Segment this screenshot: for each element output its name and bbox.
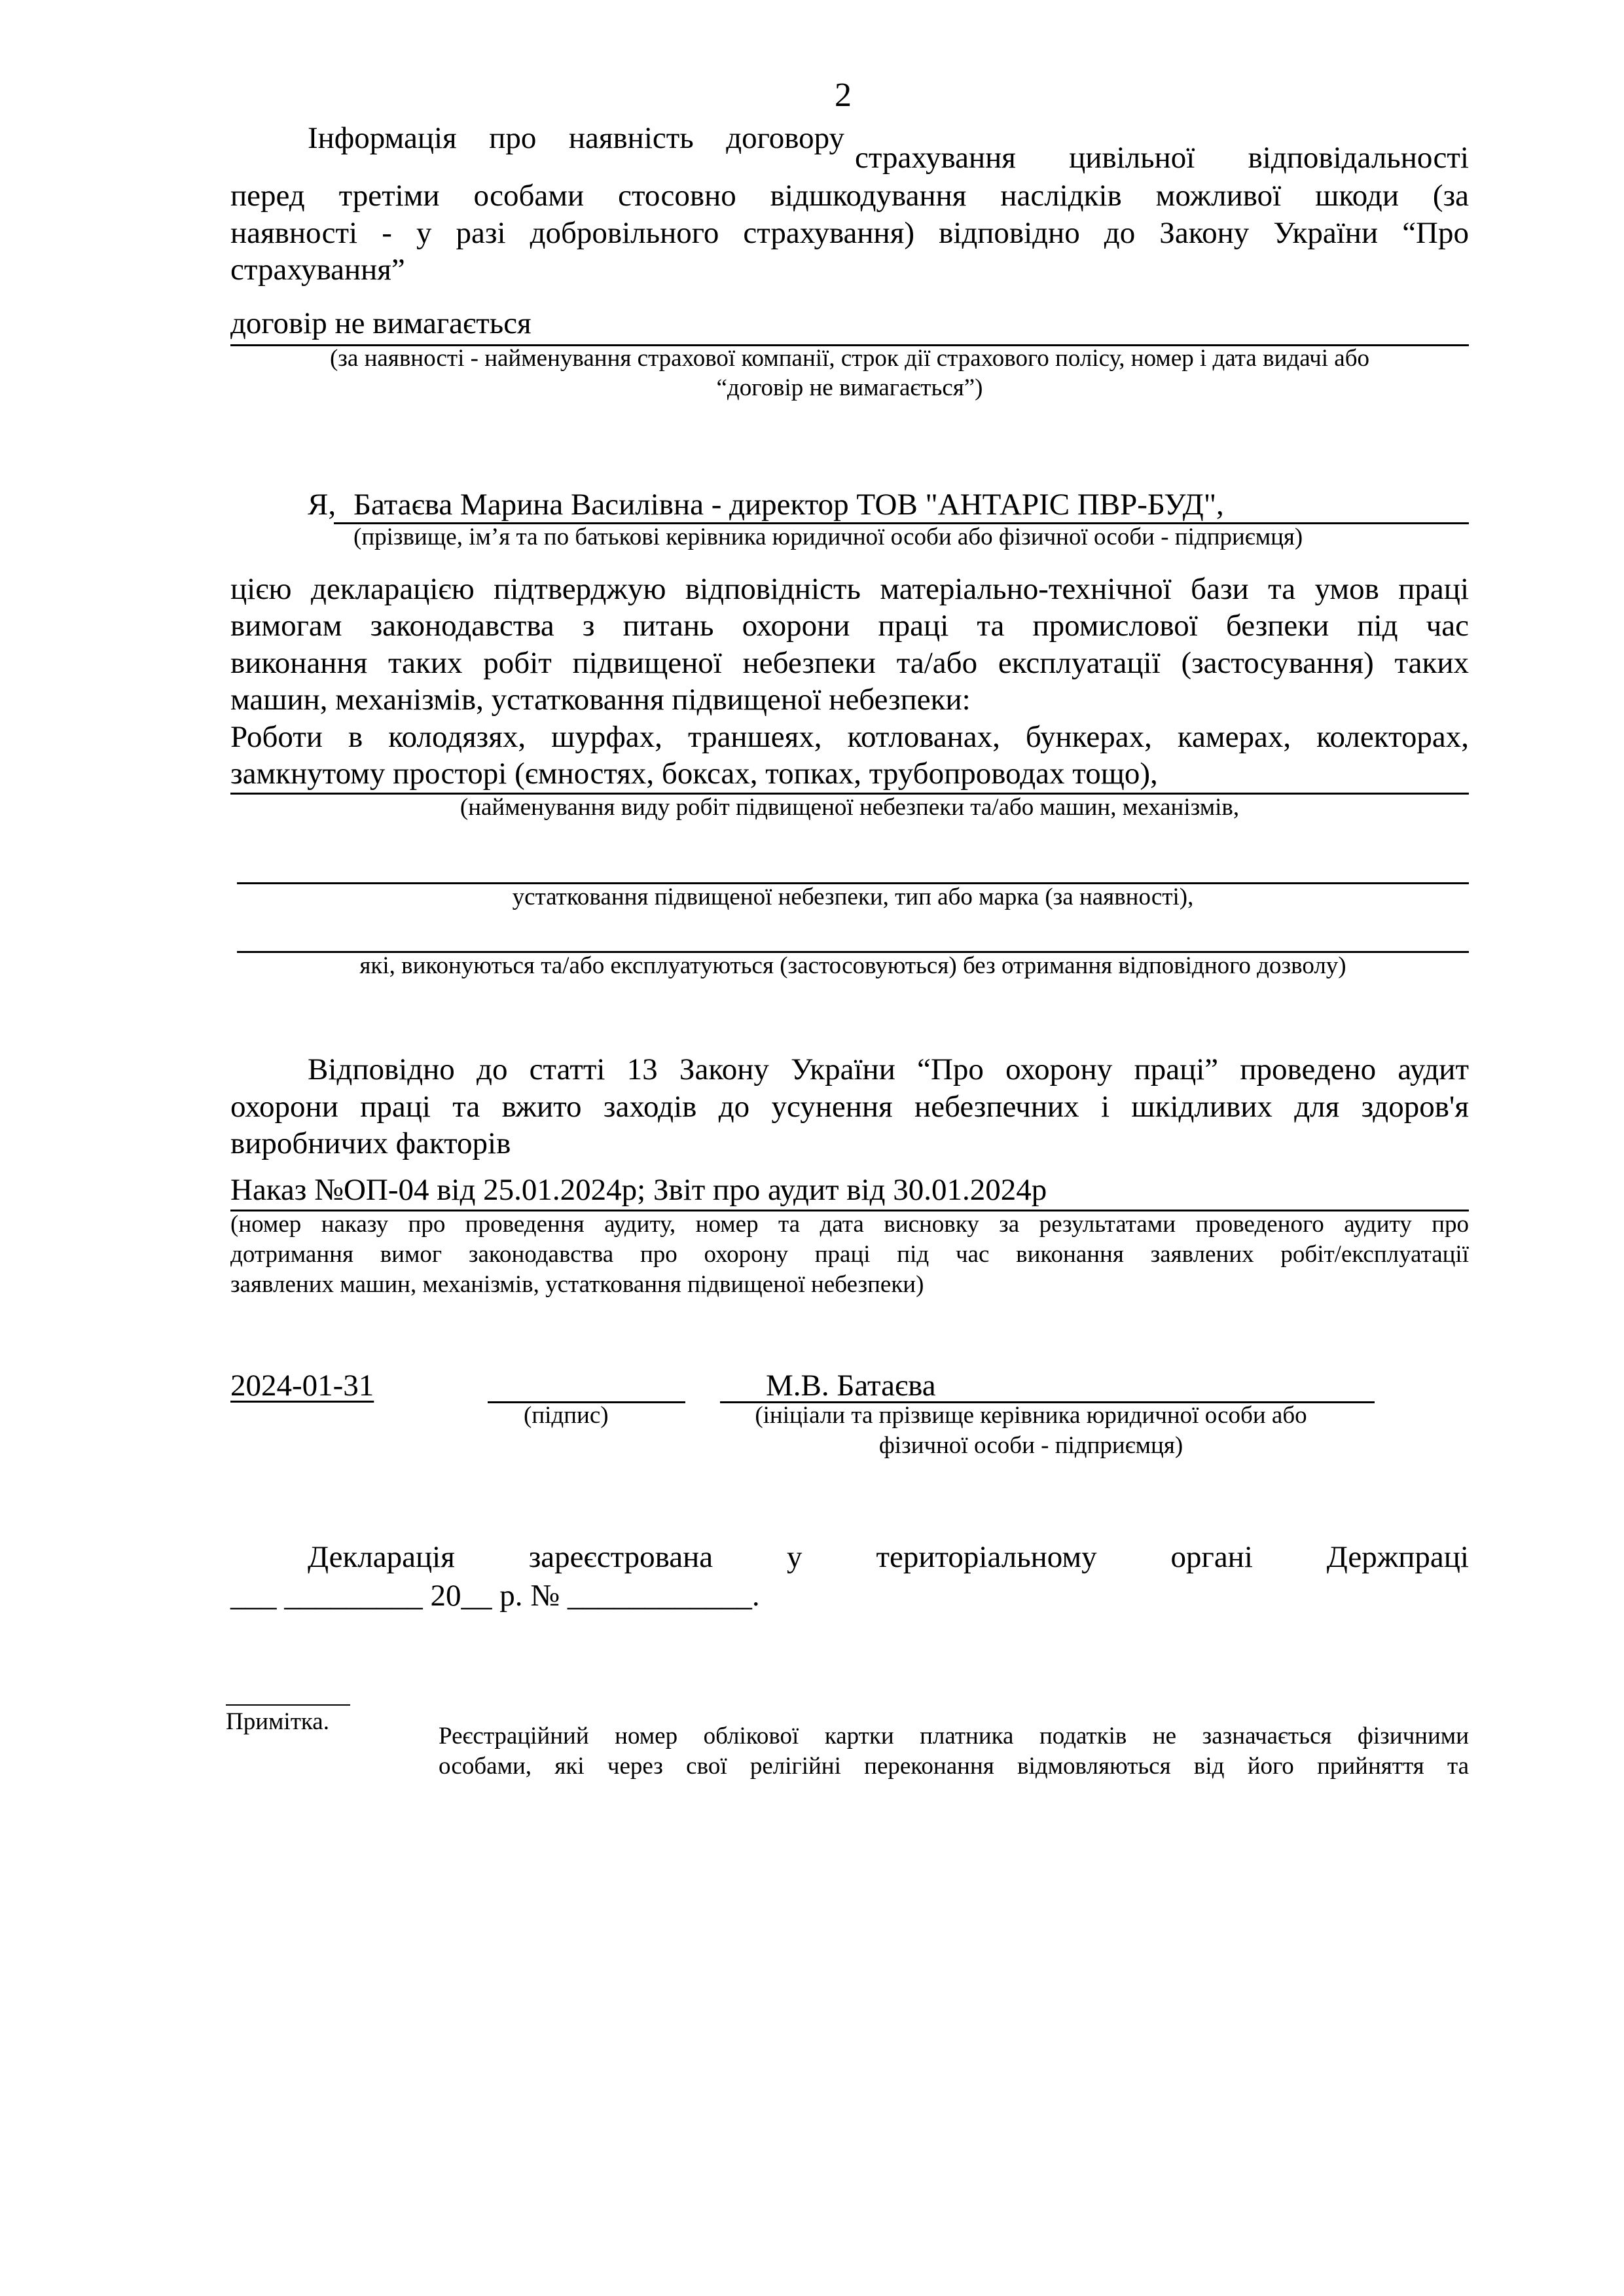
audit-line-1: Відповідно до статті 13 Закону України “Про охорону праці” проведено аудит	[308, 1052, 1469, 1086]
page-number: 2	[835, 77, 852, 114]
signer-name: М.В. Батаєва	[766, 1369, 936, 1403]
declarant-caption: (прізвище, ім’я та по батькові керівника юридичної особи або фізичної особи - підприємця)	[353, 524, 1303, 550]
works-caption-2: устатковання підвищеної небезпеки, тип або марка (за наявності),	[512, 884, 1194, 910]
insurance-line-3: наявності - у разі добровільного страхування) відповідно до Закону України “Про	[230, 216, 1469, 250]
declaration-date: 2024-01-31	[230, 1369, 374, 1403]
audit-line-2: охорони праці та вжито заходів до усунення небезпечних і шкідливих для здоров'я	[230, 1090, 1469, 1124]
note-label: Примітка.	[226, 1708, 329, 1735]
insurance-lead-rest: страхування цивільної відповідальності	[855, 141, 1469, 175]
note-rule	[226, 1704, 350, 1706]
audit-caption-1: (номер наказу про проведення аудиту, номер та дата висновку за результатами проведеного аудиту про	[230, 1211, 1469, 1238]
audit-line-3: виробничих факторів	[230, 1126, 511, 1160]
registration-line-1: Декларація зареєстрована у територіальному органі Держпраці	[308, 1540, 1469, 1574]
signer-caption-1: (ініціали та прізвище керівника юридичної особи або	[755, 1402, 1307, 1429]
signature-caption: (підпис)	[524, 1402, 609, 1429]
audit-value: Наказ №ОП-04 від 25.01.2024р; Звіт про аудит від 30.01.2024р	[230, 1173, 1047, 1207]
insurance-caption-2: “договір не вимагається”)	[716, 374, 983, 401]
confirmation-line-2: вимогам законодавства з питань охорони праці та промислової безпеки під час	[230, 609, 1469, 643]
insurance-lead: Інформація про наявність договору	[308, 121, 844, 155]
signer-caption-2: фізичної особи - підприємця)	[878, 1432, 1183, 1459]
audit-caption-3: заявлених машин, механізмів, устатковання підвищеної небезпеки)	[230, 1271, 924, 1298]
insurance-caption-1: (за наявності - найменування страхової компанії, строк дії страхового полісу, номер і дата видачі або	[329, 345, 1370, 372]
works-line-2: замкнутому просторі (ємностях, боксах, топках, трубопроводах тощо),	[230, 757, 1158, 791]
insurance-value: договір не вимагається	[230, 306, 532, 340]
registration-line-2: ___ _________ 20__ р. № ____________.	[230, 1579, 760, 1613]
works-caption-3: які, виконуються та/або експлуатуються (застосовуються) без отримання відповідного дозволу)	[359, 952, 1346, 979]
insurance-line-4: страхування”	[230, 253, 405, 287]
declarant-value: Батаєва Марина Василівна - директор ТОВ "АНТАРІС ПВР-БУД",	[353, 488, 1224, 522]
note-line-2: особами, які через свої релігійні переконання відмовляються від його прийняття та	[439, 1753, 1469, 1780]
confirmation-line-3: виконання таких робіт підвищеної небезпеки та/або експлуатації (застосування) таких	[230, 646, 1469, 680]
declarant-prefix: Я,	[308, 488, 336, 522]
works-line-1: Роботи в колодязях, шурфах, траншеях, котлованах, бункерах, камерах, колекторах,	[230, 720, 1469, 754]
note-line-1: Реєстраційний номер облікової картки платника податків не зазначається фізичними	[439, 1723, 1469, 1749]
audit-caption-2: дотримання вимог законодавства про охорону праці під час виконання заявлених робіт/експлуатації	[230, 1241, 1469, 1268]
insurance-line-2: перед третіми особами стосовно відшкодування наслідків можливої шкоди (за	[230, 179, 1469, 213]
works-caption-1: (найменування виду робіт підвищеної небезпеки та/або машин, механізмів,	[460, 794, 1240, 821]
confirmation-line-4: машин, механізмів, устатковання підвищеної небезпеки:	[230, 683, 971, 717]
confirmation-line-1: цією декларацією підтверджую відповідність матеріально-технічної бази та умов праці	[230, 572, 1469, 606]
